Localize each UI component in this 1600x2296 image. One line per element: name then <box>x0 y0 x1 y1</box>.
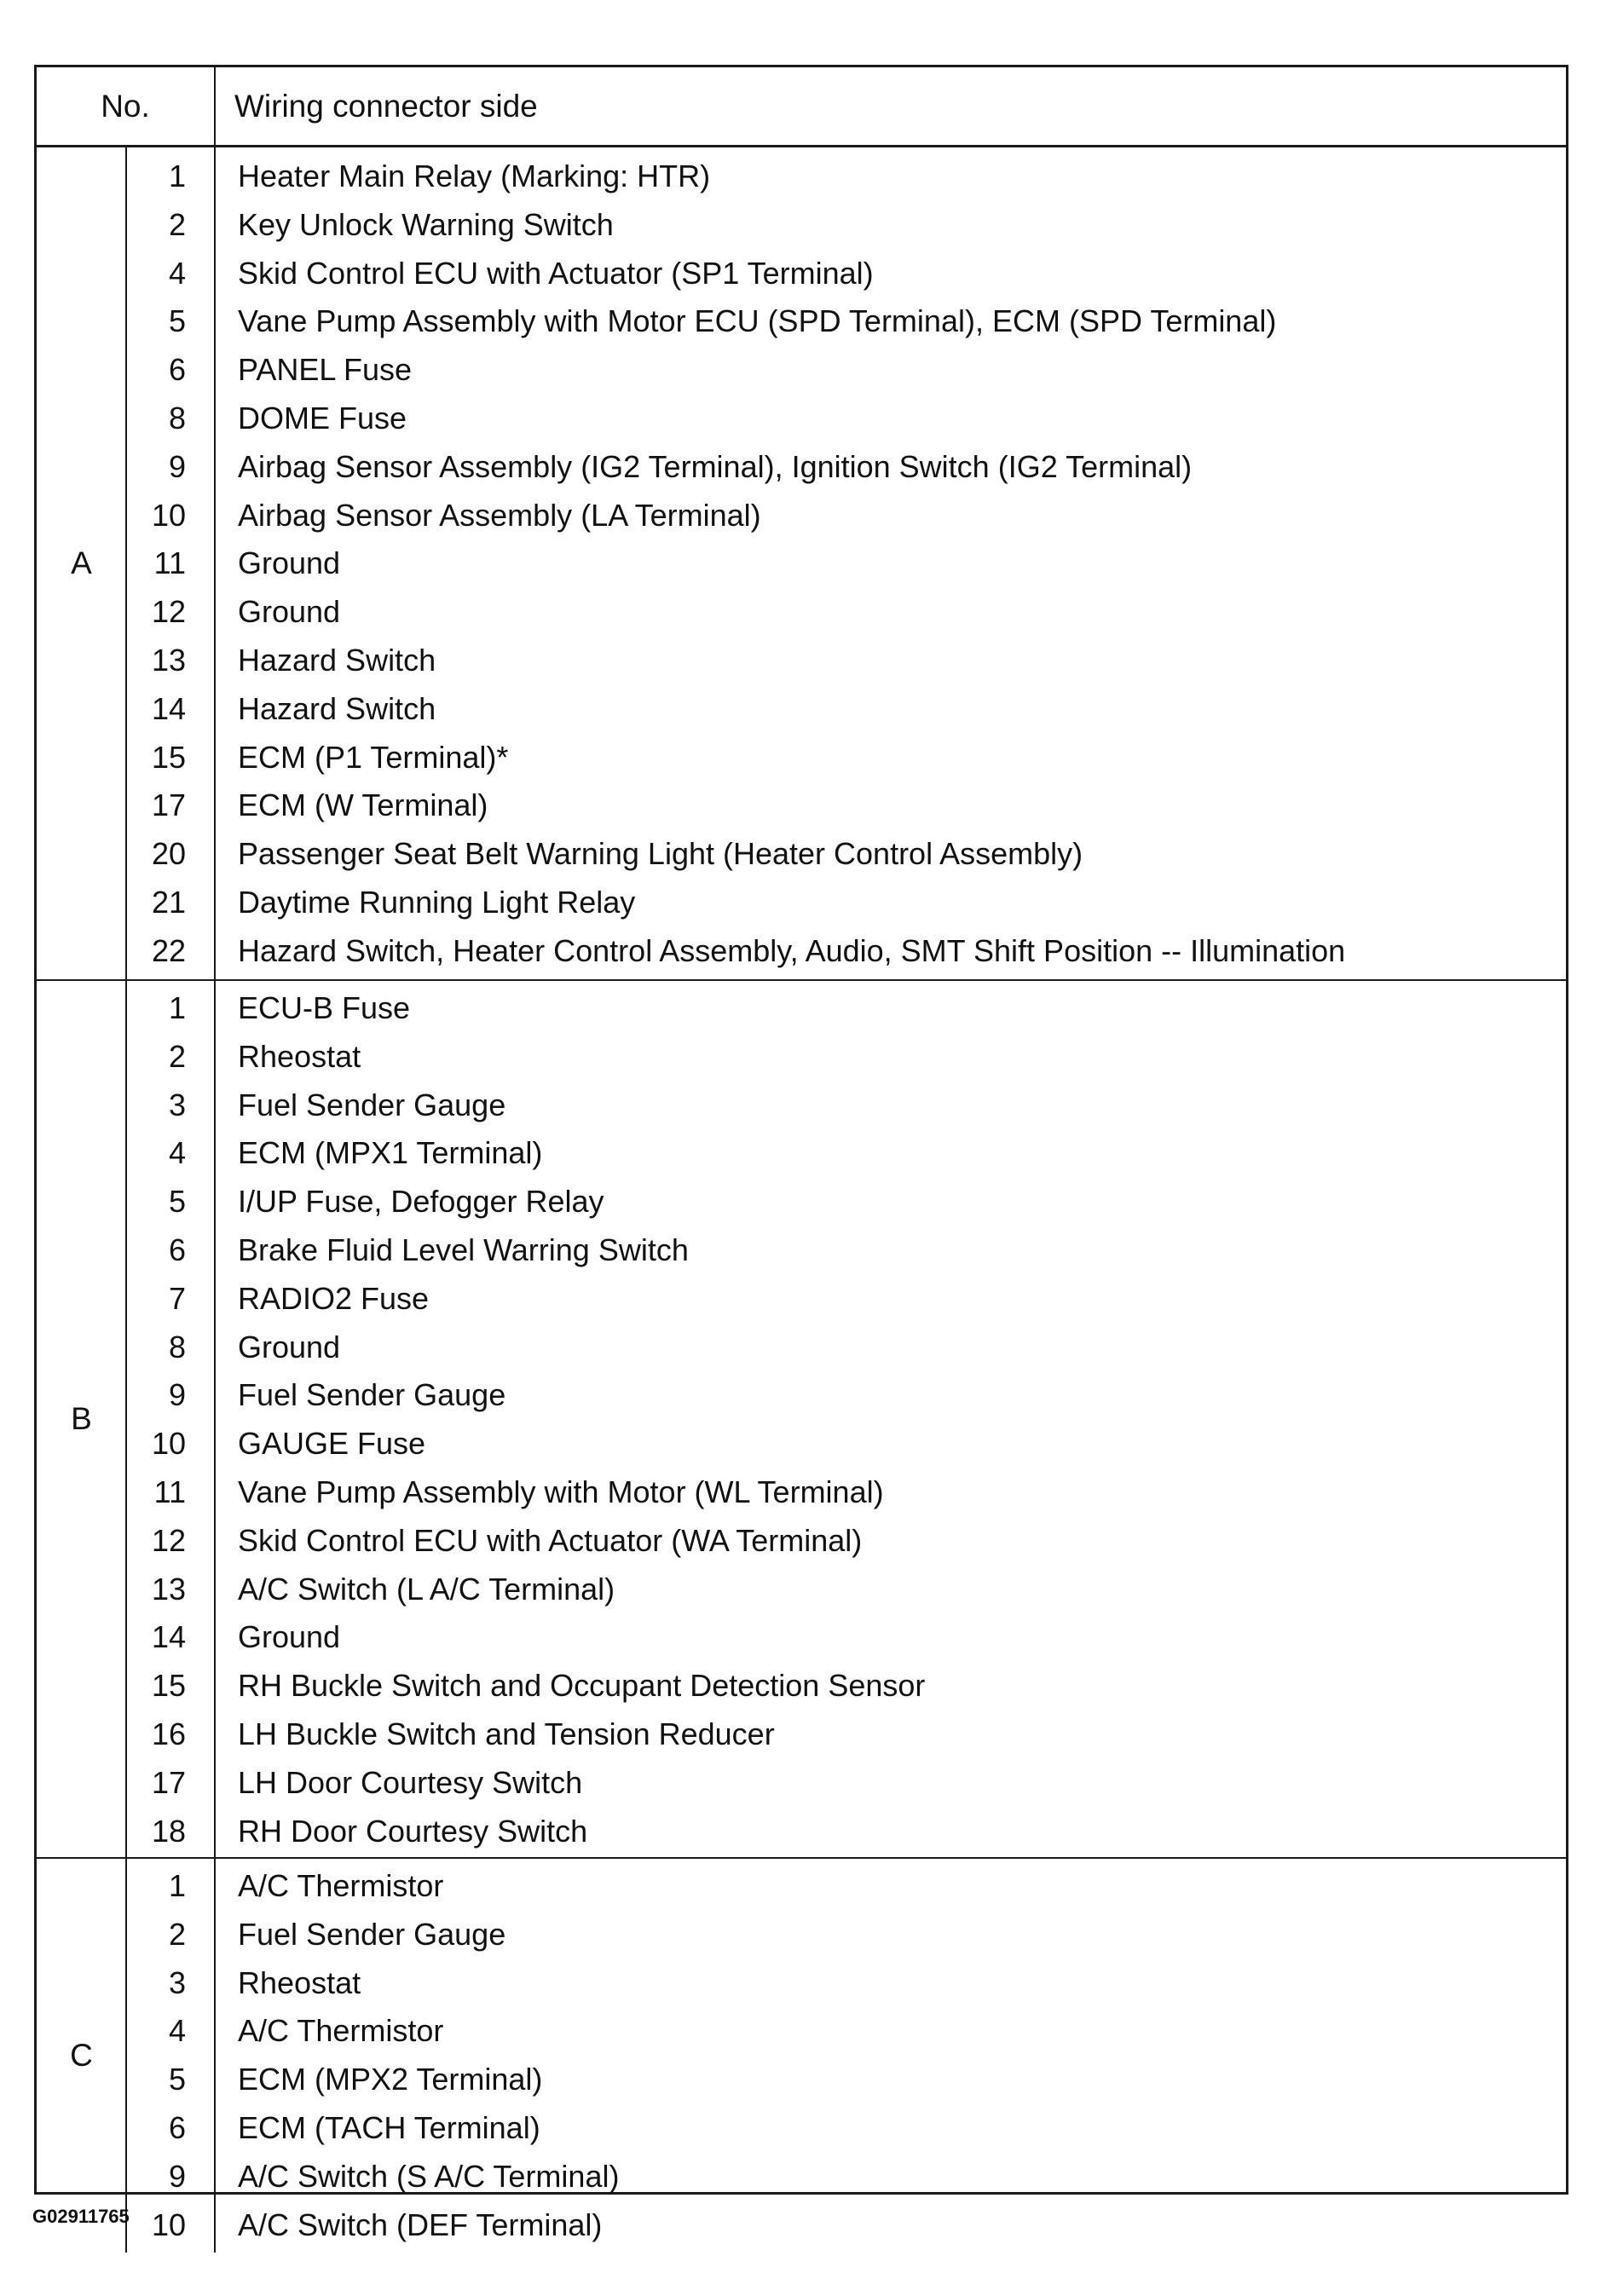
connector-description: Fuel Sender Gauge <box>238 1377 506 1413</box>
group-letter: A <box>71 545 92 580</box>
table-row <box>37 1324 1566 1371</box>
terminal-number: 7 <box>168 1280 186 1316</box>
table-row <box>37 1662 1566 1710</box>
terminal-number: 17 <box>151 1764 186 1800</box>
connector-description: Airbag Sensor Assembly (IG2 Terminal), Ignition Switch (IG2 Terminal) <box>238 448 1193 484</box>
terminal-number: 12 <box>151 594 186 630</box>
connector-description: ECM (MPX2 Terminal) <box>238 2062 543 2097</box>
table-row <box>37 250 1566 297</box>
table-row <box>37 588 1566 636</box>
connector-description: RH Door Courtesy Switch <box>238 1813 588 1849</box>
terminal-number: 9 <box>168 1377 186 1413</box>
table-row <box>37 1862 1566 1910</box>
table-row <box>37 2153 1566 2201</box>
connector-description: Hazard Switch <box>238 643 436 678</box>
terminal-number: 5 <box>168 303 186 339</box>
connector-description: Key Unlock Warning Switch <box>238 206 614 242</box>
table-row <box>37 1275 1566 1323</box>
terminal-number: 12 <box>151 1522 186 1558</box>
terminal-number: 2 <box>168 206 186 242</box>
connector-description: Skid Control ECU with Actuator (SP1 Terminal) <box>238 255 874 291</box>
terminal-number: 10 <box>151 2207 186 2242</box>
table-row <box>37 395 1566 442</box>
table-row <box>37 637 1566 684</box>
terminal-number: 13 <box>151 1571 186 1607</box>
connector-description: Daytime Running Light Relay <box>238 885 636 920</box>
connector-description: A/C Thermistor <box>238 1868 444 1903</box>
terminal-number: 14 <box>151 690 186 726</box>
table-row <box>37 685 1566 733</box>
terminal-number: 15 <box>151 739 186 775</box>
connector-description: LH Door Courtesy Switch <box>238 1764 583 1800</box>
table-row <box>37 2201 1566 2249</box>
connector-description: Hazard Switch <box>238 690 436 726</box>
header-wiring-connector-side: Wiring connector side <box>234 88 538 124</box>
terminal-number: 11 <box>153 545 186 581</box>
table-row <box>37 346 1566 394</box>
connector-description: A/C Switch (S A/C Terminal) <box>238 2158 620 2194</box>
terminal-number: 22 <box>151 932 186 968</box>
connector-description: A/C Switch (L A/C Terminal) <box>238 1571 615 1607</box>
connector-description: Ground <box>238 545 341 581</box>
terminal-number: 4 <box>168 2013 186 2049</box>
connector-description: A/C Switch (DEF Terminal) <box>238 2207 603 2242</box>
terminal-number: 13 <box>151 643 186 678</box>
table-row <box>37 1082 1566 1129</box>
terminal-number: 8 <box>168 1329 186 1364</box>
table-row <box>37 1033 1566 1081</box>
table-row <box>37 297 1566 345</box>
connector-description: Vane Pump Assembly with Motor ECU (SPD Terminal), ECM (SPD Terminal) <box>238 303 1277 339</box>
terminal-number: 5 <box>168 1184 186 1220</box>
connector-description: Brake Fluid Level Warring Switch <box>238 1232 689 1267</box>
terminal-number: 18 <box>151 1813 186 1849</box>
connector-description: PANEL Fuse <box>238 352 413 388</box>
terminal-number: 8 <box>168 401 186 436</box>
terminal-number: 21 <box>151 885 186 920</box>
connector-description: GAUGE Fuse <box>238 1426 426 1462</box>
table-row <box>37 539 1566 587</box>
terminal-number: 2 <box>168 1916 186 1952</box>
table-row <box>37 443 1566 491</box>
connector-description: I/UP Fuse, Defogger Relay <box>238 1184 604 1220</box>
table-row <box>37 782 1566 829</box>
terminal-number: 9 <box>168 448 186 484</box>
connector-description: Passenger Seat Belt Warning Light (Heater Control Assembly) <box>238 836 1083 872</box>
connector-description: Ground <box>238 1619 341 1655</box>
table-row <box>37 492 1566 539</box>
terminal-number: 20 <box>151 836 186 872</box>
table-row <box>37 1226 1566 1274</box>
table-row <box>37 201 1566 249</box>
connector-description: LH Buckle Switch and Tension Reducer <box>238 1716 775 1751</box>
terminal-number: 3 <box>168 1964 186 2000</box>
terminal-number: 6 <box>168 352 186 388</box>
connector-description: RADIO2 Fuse <box>238 1280 430 1316</box>
terminal-number: 10 <box>151 1426 186 1462</box>
connector-description: Vane Pump Assembly with Motor (WL Terminal) <box>238 1474 884 1509</box>
connector-description: ECM (MPX1 Terminal) <box>238 1135 543 1171</box>
group-letter: C <box>70 2038 93 2073</box>
terminal-number: 16 <box>151 1716 186 1751</box>
table-row <box>37 1710 1566 1758</box>
connector-description: Heater Main Relay (Marking: HTR) <box>238 159 711 193</box>
table-row <box>37 1808 1566 1855</box>
terminal-number: 3 <box>168 1087 186 1122</box>
table-row <box>37 879 1566 926</box>
terminal-number: 1 <box>168 159 186 193</box>
header-no: No. <box>37 67 216 145</box>
terminal-number: 1 <box>168 1868 186 1903</box>
table-row <box>37 2104 1566 2152</box>
terminal-number: 14 <box>151 1619 186 1655</box>
table-row <box>37 1129 1566 1177</box>
connector-description: A/C Thermistor <box>238 2013 444 2049</box>
table-row <box>37 984 1566 1032</box>
table-row <box>37 1371 1566 1419</box>
connector-description: ECU-B Fuse <box>238 990 411 1025</box>
group-a <box>37 147 1566 981</box>
table-row <box>37 1566 1566 1613</box>
connector-description: ECM (P1 Terminal)* <box>238 739 509 775</box>
terminal-number: 2 <box>168 1038 186 1074</box>
figure-code: G02911765 <box>32 2206 130 2227</box>
connector-description: Rheostat <box>238 1038 361 1074</box>
terminal-number: 4 <box>168 255 186 291</box>
table-row <box>37 153 1566 200</box>
connector-description: Ground <box>238 594 341 630</box>
connector-description: ECM (TACH Terminal) <box>238 2110 540 2145</box>
terminal-number: 17 <box>151 787 186 823</box>
table-row <box>37 1759 1566 1807</box>
connector-description: Airbag Sensor Assembly (LA Terminal) <box>238 497 761 533</box>
table-row <box>37 830 1566 878</box>
connector-description: Fuel Sender Gauge <box>238 1087 506 1122</box>
table-row <box>37 2056 1566 2103</box>
connector-description: DOME Fuse <box>238 401 407 436</box>
terminal-number: 11 <box>153 1474 186 1509</box>
connector-description: Ground <box>238 1329 341 1364</box>
terminal-number: 1 <box>168 990 186 1025</box>
table-row <box>37 1468 1566 1516</box>
table-row <box>37 1911 1566 1959</box>
table-row <box>37 734 1566 782</box>
connector-description: ECM (W Terminal) <box>238 787 488 823</box>
connector-description: Hazard Switch, Heater Control Assembly, Audio, SMT Shift Position -- Illumination <box>238 932 1346 968</box>
terminal-number: 9 <box>168 2158 186 2194</box>
connector-description: Skid Control ECU with Actuator (WA Terminal) <box>238 1522 863 1558</box>
table-row <box>37 1178 1566 1226</box>
connector-description: Rheostat <box>238 1964 361 2000</box>
group-letter: B <box>71 1401 92 1436</box>
table-header <box>37 67 1566 147</box>
table-row <box>37 1959 1566 2007</box>
terminal-number: 5 <box>168 2062 186 2097</box>
terminal-number: 6 <box>168 1232 186 1267</box>
table-row <box>37 927 1566 975</box>
terminal-number: 15 <box>151 1668 186 1704</box>
terminal-number: 10 <box>151 497 186 533</box>
connector-description: Fuel Sender Gauge <box>238 1916 506 1952</box>
terminal-number: 4 <box>168 1135 186 1171</box>
terminal-number: 6 <box>168 2110 186 2145</box>
table-row <box>37 1613 1566 1661</box>
connector-description: RH Buckle Switch and Occupant Detection Sensor <box>238 1668 926 1704</box>
table-row <box>37 1420 1566 1468</box>
table-row <box>37 2007 1566 2055</box>
group-c <box>37 1859 1566 2253</box>
group-b <box>37 981 1566 1859</box>
table-row <box>37 1517 1566 1565</box>
